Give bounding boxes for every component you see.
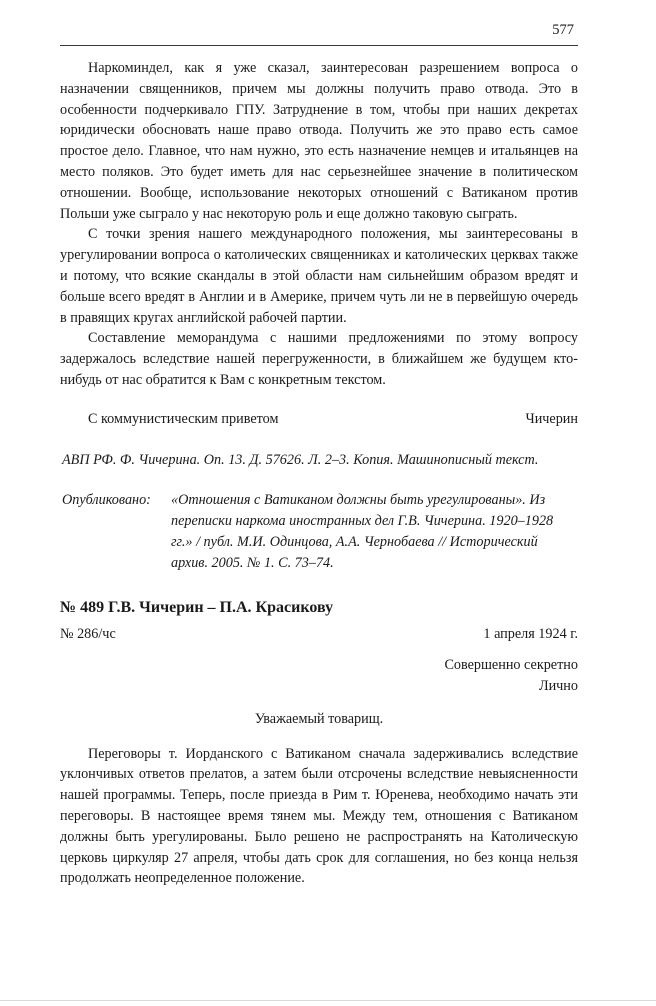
header-rule [60, 45, 578, 46]
letter1-paragraph-2: С точки зрения нашего международного положения, мы заинтересованы в урегулировании вопроса о католических священниках и католических церквах также и потому, что всякие скандалы в этой области нам сильнейшим образом вредят и больше всего вредят в Англии и в Америке, причем чуть ли не в первейшую очередь в правящих кругах английской рабочей партии. [60, 226, 578, 326]
letter2-paragraph-1: Переговоры т. Иорданского с Ватиканом сначала задерживались вследствие уклончивых ответов прелатов, а затем были отсрочены вследствие невыясненности нашей программы. Теперь, после приезда в Рим т. Юренева, необходимо начать эти переговоры. В настоящее время тянем мы. Между тем, отношения с Ватиканом должны быть урегулированы. Было решено не распространять на Католическую церковь циркуляр 27 апреля, чтобы дать срок для соглашения, но без конца нельзя продолжать неопределенное положение. [60, 745, 578, 887]
personal-mark: Лично [538, 677, 578, 694]
letter1-paragraph-1: Наркоминдел, как я уже сказал, заинтересован разрешением вопроса о назначении священников, причем мы должны получить право отвода. Это в особенности подчеркивало ГПУ. Затруднение в том, чтобы при наших декретах юридически обосновать наше право отвода. Получить же это право есть самое простое дело. Главное, что нам нужно, это есть назначение немцев и итальянцев на место поляков. Это будет иметь для нас серьезнейшее значение в политическом отношении. Вообще, использование некоторых отношений с Ватиканом против Польши уже сыграло у нас некоторую роль и еще должно таковую сыграть. [60, 60, 578, 222]
closing-text: С коммунистическим приветом [88, 410, 279, 427]
salutation: Уважаемый товарищ. [254, 710, 384, 727]
document-number: № 286/чс [60, 626, 116, 643]
publication-note [60, 490, 578, 573]
document-date: 1 апреля 1924 г. [483, 626, 578, 643]
closing-line [60, 409, 578, 430]
page-bottom-edge [0, 1000, 656, 1001]
signature: Чичерин [525, 410, 578, 427]
archive-source: АВП РФ. Ф. Чичерина. Оп. 13. Д. 57626. Л. 2–3. Копия. Машинописный текст. [62, 451, 539, 468]
letter1-paragraph-3: Составление меморандума с нашими предложениями по этому вопросу задержалось вследствие нашей перегруженности, в ближайшем же будущем кто-нибудь от нас обратится к Вам с конкретным текстом. [60, 330, 578, 388]
page-number: 577 [552, 22, 574, 38]
classification-stamp: Совершенно секретно [444, 657, 578, 674]
publication-label: Опубликовано: [62, 492, 151, 509]
publication-text: «Отношения с Ватиканом должны быть урегулированы». Из переписки наркома иностранных дел Г.В. Чичерина. 1920–1928 гг.» / публ. М.И. Одинцова, А.А. Чернобаева // Исторический архив. 2005. № 1. С. 73–74. [171, 492, 554, 571]
document-heading: № 489 Г.В. Чичерин – П.А. Красикову [60, 598, 334, 616]
document-meta [60, 624, 578, 645]
page-content [60, 58, 578, 889]
